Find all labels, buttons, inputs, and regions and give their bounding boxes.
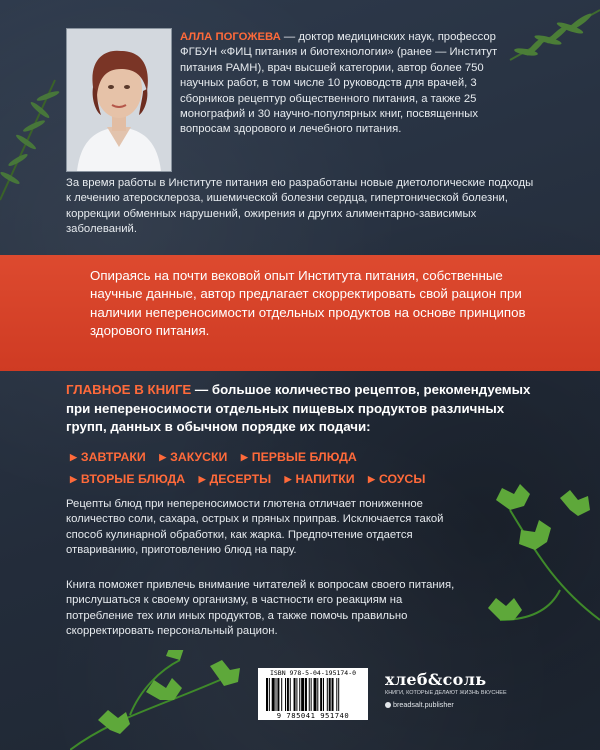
arrow-right-icon: ▶ bbox=[198, 474, 206, 484]
barcode-bar bbox=[327, 678, 328, 711]
barcode-number: 9 785041 951740 bbox=[276, 711, 350, 720]
barcode-bar bbox=[277, 678, 279, 711]
barcode-bar bbox=[336, 678, 337, 711]
arrow-right-icon: ▶ bbox=[70, 452, 77, 462]
main-in-book bbox=[66, 381, 536, 437]
barcode-bar bbox=[272, 678, 275, 711]
category-item: ▶ ЗАВТРАКИ bbox=[70, 450, 146, 464]
author-name: АЛЛА ПОГОЖЕВА bbox=[180, 31, 281, 43]
highlight-text: Опираясь на почти вековой опыт Института питания, собственные научные данные, автор предлагает скорректировать свой рацион при наличии непереносимости отдельных продуктов на основе принципов здорового питания. bbox=[90, 268, 526, 339]
barcode-bar bbox=[296, 678, 297, 711]
barcode-bar bbox=[299, 678, 300, 711]
barcode-bar bbox=[309, 678, 310, 711]
barcode-bar bbox=[281, 678, 282, 711]
arrow-right-icon: ▶ bbox=[368, 474, 375, 484]
main-in-book-accent: ГЛАВНОЕ В КНИГЕ bbox=[66, 382, 192, 397]
category-item: ▶ ЗАКУСКИ bbox=[159, 450, 228, 464]
publisher-site: breadsalt.publisher bbox=[385, 700, 535, 709]
barcode bbox=[258, 668, 368, 720]
barcode-bar bbox=[266, 678, 268, 711]
category-list bbox=[70, 446, 540, 490]
barcode-bar bbox=[269, 678, 270, 711]
arrow-right-icon: ▶ bbox=[284, 474, 292, 484]
category-item: ▶ СОУСЫ bbox=[368, 472, 426, 486]
barcode-bar bbox=[332, 678, 334, 711]
social-icon bbox=[385, 702, 391, 708]
barcode-bar bbox=[301, 678, 304, 711]
category-item: ▶ ДЕСЕРТЫ bbox=[198, 472, 272, 486]
category-item: ▶ ВТОРЫЕ БЛЮДА bbox=[70, 472, 186, 486]
barcode-bar bbox=[317, 678, 318, 711]
barcode-bar bbox=[287, 678, 289, 711]
barcode-bar bbox=[285, 678, 286, 711]
gluten-paragraph: Рецепты блюд при непереносимости глютена отличает пониженное количество соли, сахара, острых и пряных приправ. Исключается такой способ кулинарной обработки, как жарка. Предпочтение отдается отвариванию, приготовлению блюд на пару. bbox=[66, 498, 444, 557]
barcode-bar bbox=[338, 678, 339, 711]
arrow-right-icon: ▶ bbox=[159, 452, 167, 462]
arrow-right-icon: ▶ bbox=[70, 474, 77, 484]
barcode-bars bbox=[266, 678, 360, 711]
publisher-name: хлеб&соль bbox=[385, 670, 487, 689]
barcode-bar bbox=[276, 678, 277, 711]
parsley-bottom-left-icon bbox=[70, 650, 240, 750]
barcode-bar bbox=[294, 678, 296, 711]
help-paragraph: Книга поможет привлечь внимание читателей к вопросам своего питания, прислушаться к своему организму, в частности его реакциям на потребление тех или иных продуктов, а также помочь правильно скорректировать персональный рацион. bbox=[66, 579, 455, 638]
barcode-bar bbox=[320, 678, 322, 711]
arrow-right-icon: ▶ bbox=[240, 452, 248, 462]
isbn-label: ISBN 978-5-04-195174-0 bbox=[269, 669, 357, 677]
rosemary-sprig-left-icon bbox=[0, 70, 70, 210]
barcode-bar bbox=[314, 678, 317, 711]
main-in-book-text: — большое количество рецептов, рекомендуемых при непереносимости отдельных пищевых продуктов различных групп, данных в обычном порядке их подачи: bbox=[66, 382, 531, 435]
author-bio-text: — доктор медицинских наук, профессор ФГБУН «ФИЦ питания и биотехнологии» (ранее — Институт питания РАМН), врач высшей категории, автор более 750 научных работ, в том числе 10 руководств для врачей, 3 сборников рецептур общественного питания, а также 25 монографий и 30 научно-популярных книг, посвященных вопросам здорового и лечебного питания. bbox=[180, 31, 498, 136]
publisher-logo bbox=[385, 670, 535, 709]
work-paragraph: За время работы в Институте питания ею разработаны новые диетологические подходы к лечению атеросклероза, ишемической болезни сердца, гипертонической болезни, коррекции обменных нарушений, ожирения и других алиментарно-зависимых заболеваний. bbox=[66, 177, 534, 236]
barcode-bar bbox=[305, 678, 307, 711]
category-item: ▶ НАПИТКИ bbox=[284, 472, 355, 486]
author-photo bbox=[66, 28, 172, 172]
author-bio bbox=[180, 30, 530, 138]
barcode-bar bbox=[311, 678, 312, 711]
barcode-bar bbox=[329, 678, 331, 711]
barcode-bar bbox=[323, 678, 324, 711]
publisher-slogan: КНИГИ, КОТОРЫЕ ДЕЛАЮТ ЖИЗНЬ ВКУСНЕЕ bbox=[385, 690, 507, 696]
barcode-bar bbox=[290, 678, 291, 711]
category-item: ▶ ПЕРВЫЕ БЛЮДА bbox=[240, 450, 357, 464]
